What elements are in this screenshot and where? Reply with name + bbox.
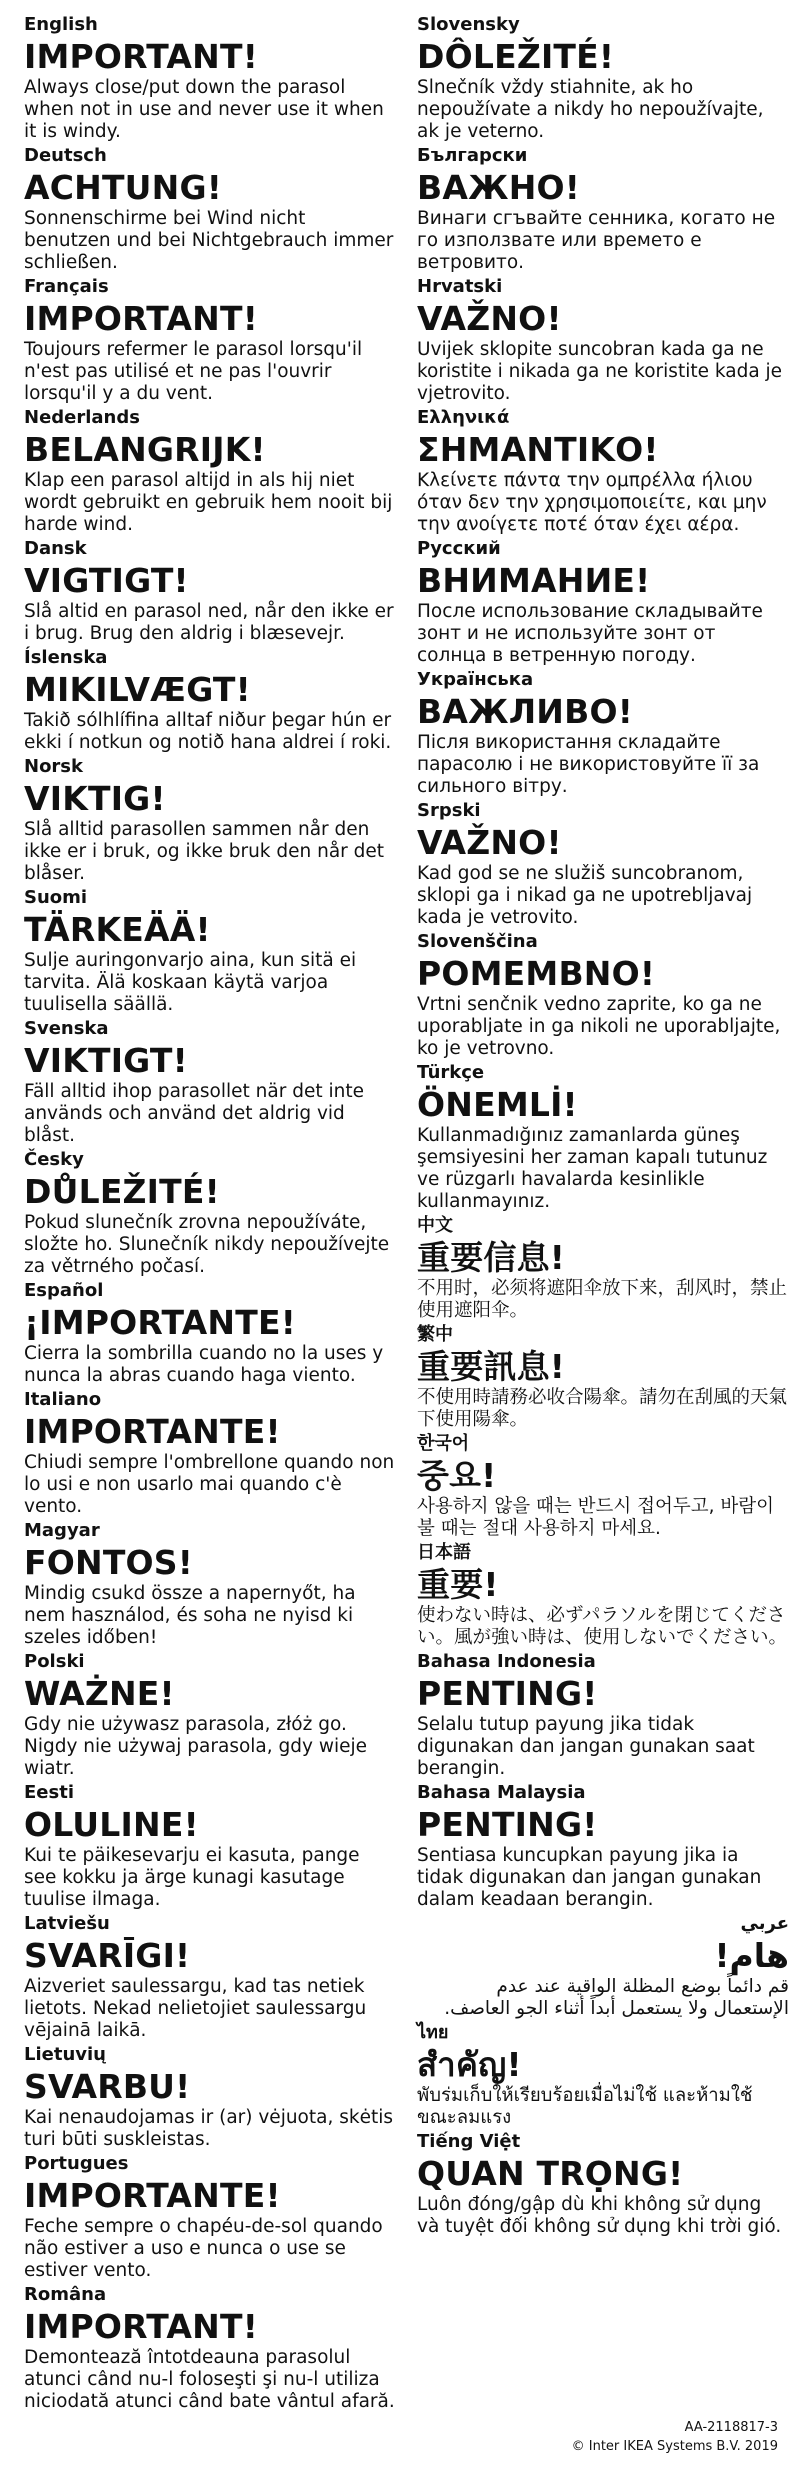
- warning-heading: VAŽNO!: [417, 823, 562, 862]
- language-label: Polski: [24, 1651, 85, 1672]
- language-label: Slovensky: [417, 14, 520, 35]
- language-label: Eesti: [24, 1782, 74, 1803]
- warning-heading: VIKTIG!: [24, 779, 166, 818]
- document-code: AA-2118817-3: [684, 2420, 778, 2435]
- warning-heading: ВАЖЛИВО!: [417, 692, 633, 731]
- warning-entry: [24, 538, 396, 645]
- warning-entry: [24, 1149, 396, 1278]
- warning-heading: VIGTIGT!: [24, 561, 189, 600]
- language-label: English: [24, 14, 98, 35]
- warning-heading: ÖNEMLİ!: [417, 1085, 578, 1124]
- language-label: Svenska: [24, 1018, 109, 1039]
- language-label: 繁中: [417, 1324, 453, 1345]
- warning-text: قم دائماً بوضع المظلة الواقية عند عدم الإستعمال ولا يستعمل أبداً أثناء الجو العاصف.: [444, 1976, 789, 2019]
- warning-entry: [24, 14, 396, 143]
- warning-heading: VIKTIGT!: [24, 1041, 188, 1080]
- language-label: Nederlands: [24, 407, 140, 428]
- warning-heading: สำคัญ!: [417, 2045, 522, 2084]
- language-label: Ελληνικά: [417, 407, 510, 428]
- warning-heading: POMEMBNO!: [417, 954, 656, 993]
- warning-entry: [24, 1018, 396, 1147]
- warning-entry: [417, 1324, 789, 1431]
- warning-entry: [417, 800, 789, 929]
- language-label: Русский: [417, 538, 501, 559]
- language-label: Français: [24, 276, 109, 297]
- language-label: Íslenska: [24, 647, 108, 668]
- warning-text: Always close/put down the parasol when not in use and never use it when it is windy.: [24, 77, 384, 142]
- warning-entry: [24, 145, 396, 274]
- warning-entry: [417, 2131, 789, 2238]
- warning-heading: IMPORTANT!: [24, 2307, 258, 2346]
- warning-text: Feche sempre o chapéu-de-sol quando não estiver a uso e nunca o use se estiver vento.: [24, 2216, 383, 2281]
- warning-heading: ΣΗΜΑΝΤΙΚΟ!: [417, 430, 659, 469]
- language-label: Româna: [24, 2284, 107, 2305]
- warning-text: Sentiasa kuncupkan payung jika ia tidak digunakan dan jangan gunakan dalam keadaan berangin.: [417, 1845, 762, 1910]
- language-label: Suomi: [24, 887, 88, 908]
- language-label: Latviešu: [24, 1913, 110, 1934]
- warning-text: Chiudi sempre l'ombrellone quando non lo usi e non usarlo mai quando c'è vento.: [24, 1452, 395, 1517]
- language-label: Slovenščina: [417, 931, 538, 952]
- language-label: Türkçe: [417, 1062, 485, 1083]
- warning-text: 사용하지 않을 때는 반드시 접어두고, 바람이 불 때는 절대 사용하지 마세요.: [417, 1496, 774, 1539]
- language-label: Українська: [417, 669, 534, 690]
- warning-text: Gdy nie używasz parasola, złóż go. Nigdy nie używaj parasola, gdy wieje wiatr.: [24, 1714, 367, 1779]
- language-label: 中文: [417, 1215, 453, 1236]
- warning-text: Toujours refermer le parasol lorsqu'il n'est pas utilisé et ne pas l'ouvrir lorsqu'il y a du vent.: [24, 339, 363, 404]
- warning-text: Sonnenschirme bei Wind nicht benutzen und bei Nichtgebrauch immer schließen.: [24, 208, 394, 273]
- warning-heading: FONTOS!: [24, 1543, 193, 1582]
- warning-entry: [24, 276, 396, 405]
- warning-entry: [24, 1520, 396, 1649]
- warning-entry: [417, 1651, 789, 1780]
- warning-entry: [24, 1782, 396, 1911]
- warning-text: Pokud slunečník zrovna nepoužíváte, složte ho. Slunečník nikdy nepoužívejte za větrného počasí.: [24, 1212, 390, 1277]
- warning-heading: TÄRKEÄÄ!: [24, 910, 211, 949]
- warning-text: Demontează întotdeauna parasolul atunci când nu-l foloseşti şi nu-l utiliza niciodată atunci când bate vântul afară.: [24, 2347, 395, 2412]
- language-label: عربي: [740, 1913, 789, 1934]
- warning-heading: MIKILVÆGT!: [24, 670, 251, 709]
- warning-entry: [417, 1782, 789, 1911]
- warning-text: Fäll alltid ihop parasollet när det inte används och använd det aldrig vid blåst.: [24, 1081, 364, 1146]
- warning-text: Κλείνετε πάντα την ομπρέλλα ήλιου όταν δεν την χρησιμοποιείτε, και μην την ανοίγετε ποτέ όταν έχει αέρα.: [417, 470, 767, 535]
- language-label: Česky: [24, 1149, 84, 1170]
- language-label: ไทย: [417, 2022, 449, 2043]
- warning-entry: [24, 756, 396, 885]
- warning-entry: [417, 14, 789, 143]
- warning-text: 不用时，必须将遮阳伞放下来，刮风时，禁止使用遮阳伞。: [417, 1278, 788, 1321]
- warning-text: Sulje auringonvarjo aina, kun sitä ei tarvita. Älä koskaan käytä varjoa tuulisella säällä.: [24, 950, 357, 1015]
- warning-entry: [417, 1913, 789, 2020]
- warning-entry: [24, 887, 396, 1016]
- warning-entry: [417, 276, 789, 405]
- warning-heading: PENTING!: [417, 1805, 598, 1844]
- warning-text: Kullanmadığınız zamanlarda güneş şemsiyesini her zaman kapalı tutunuz ve rüzgarlı havalarda kesinlikle kullanmayınız.: [417, 1125, 768, 1212]
- warning-text: 使わない時は、必ずパラソルを閉じてください。風が強い時は、使用しないでください。: [417, 1605, 788, 1648]
- warning-heading: IMPORTANTE!: [24, 2176, 281, 2215]
- warning-entry: [24, 1651, 396, 1780]
- warning-heading: WAŻNE!: [24, 1674, 175, 1713]
- language-label: 日本語: [417, 1542, 471, 1563]
- warning-heading: OLULINE!: [24, 1805, 199, 1844]
- copyright-notice: © Inter IKEA Systems B.V. 2019: [571, 2439, 778, 2454]
- language-label: 한국어: [417, 1433, 470, 1454]
- left-column: [24, 14, 396, 2415]
- warning-heading: ВАЖНО!: [417, 168, 581, 207]
- language-label: Hrvatski: [417, 276, 503, 297]
- warning-heading: SVARBU!: [24, 2067, 191, 2106]
- warning-text: Aizveriet saulessargu, kad tas netiek lietots. Nekad nelietojiet saulessargu vējainā laikā.: [24, 1976, 367, 2041]
- warning-text: Takið sólhlífina alltaf niður þegar hún er ekki í notkun og notið hana aldrei í roki.: [24, 710, 392, 753]
- warning-text: Slnečník vždy stiahnite, ak ho nepoužívate a nikdy ho nepoužívajte, ak je veterno.: [417, 77, 764, 142]
- warning-entry: [417, 1433, 789, 1540]
- warning-entry: [417, 407, 789, 536]
- warning-heading: IMPORTANT!: [24, 37, 258, 76]
- warning-heading: VAŽNO!: [417, 299, 562, 338]
- warning-heading: BELANGRIJK!: [24, 430, 266, 469]
- language-label: Deutsch: [24, 145, 107, 166]
- warning-entry: [417, 2022, 789, 2129]
- warning-text: После использование складывайте зонт и не используйте зонт от солнца в ветренную погоду.: [417, 601, 763, 666]
- warning-entry: [24, 2044, 396, 2151]
- warning-text: Uvijek sklopite suncobran kada ga ne koristite i nikada ga ne koristite kada je vjetrovito.: [417, 339, 783, 404]
- warning-text: Slå alltid parasollen sammen når den ikke er i bruk, og ikke bruk den når det blåser.: [24, 819, 385, 884]
- warning-text: Klap een parasol altijd in als hij niet wordt gebruikt en gebruik hem nooit bij harde wind.: [24, 470, 393, 535]
- warning-heading: 重要信息!: [417, 1238, 566, 1277]
- language-label: Tiếng Việt: [417, 2131, 521, 2152]
- language-label: Español: [24, 1280, 104, 1301]
- warning-entry: [417, 1062, 789, 1213]
- warning-heading: 중요!: [417, 1456, 497, 1495]
- warning-entry: [417, 538, 789, 667]
- warning-heading: ¡IMPORTANTE!: [24, 1303, 296, 1342]
- language-label: Srpski: [417, 800, 481, 821]
- warning-text: Після використання складайте парасолю і не використовуйте її за сильного вітру.: [417, 732, 760, 797]
- warning-text: Slå altid en parasol ned, når den ikke er i brug. Brug den aldrig i blæsevejr.: [24, 601, 394, 644]
- right-column: [417, 14, 789, 2240]
- language-label: Norsk: [24, 756, 83, 777]
- warning-entry: [24, 1913, 396, 2042]
- warning-entry: [417, 669, 789, 798]
- warning-heading: ВНИМАНИЕ!: [417, 561, 651, 600]
- language-label: Portugues: [24, 2153, 129, 2174]
- warning-text: Kui te päikesevarju ei kasuta, pange see kokku ja ärge kunagi kasutage tuulise ilmaga.: [24, 1845, 360, 1910]
- warning-text: Винаги сгъвайте сенника, когато не го използвате или времето е ветровито.: [417, 208, 776, 273]
- warning-text: Luôn đóng/gập dù khi không sử dụng và tuyệt đối không sử dụng khi trời gió.: [417, 2194, 782, 2237]
- warning-entry: [24, 407, 396, 536]
- warning-heading: IMPORTANTE!: [24, 1412, 281, 1451]
- warning-entry: [417, 145, 789, 274]
- warning-text: Vrtni senčnik vedno zaprite, ko ga ne uporabljate in ga nikoli ne uporabljajte, ko je vetrovno.: [417, 994, 781, 1059]
- warning-entry: [24, 1389, 396, 1518]
- warning-heading: QUAN TRỌNG!: [417, 2154, 684, 2193]
- warning-heading: DÔLEŽITÉ!: [417, 37, 615, 76]
- warning-text: 不使用時請務必收合陽傘。請勿在刮風的天氣下使用陽傘。: [417, 1387, 788, 1430]
- language-label: Dansk: [24, 538, 87, 559]
- language-label: Bahasa Indonesia: [417, 1651, 596, 1672]
- warning-entry: [24, 2153, 396, 2282]
- warning-entry: [417, 1542, 789, 1649]
- warning-text: Cierra la sombrilla cuando no la uses y nunca la abras cuando haga viento.: [24, 1343, 384, 1386]
- warning-heading: PENTING!: [417, 1674, 598, 1713]
- warning-heading: ACHTUNG!: [24, 168, 223, 207]
- warning-text: พับร่มเก็บให้เรียบร้อยเมื่อไม่ใช้ และห้ามใช้ขณะลมแรง: [417, 2085, 753, 2128]
- warning-heading: SVARĪGI!: [24, 1936, 191, 1975]
- language-label: Italiano: [24, 1389, 102, 1410]
- language-label: Bahasa Malaysia: [417, 1782, 586, 1803]
- warning-heading: 重要!: [417, 1565, 499, 1604]
- warning-entry: [417, 1215, 789, 1322]
- warning-entry: [24, 2284, 396, 2413]
- warning-entry: [24, 647, 396, 754]
- footer: [572, 2418, 778, 2456]
- warning-entry: [24, 1280, 396, 1387]
- warning-heading: DŮLEŽITÉ!: [24, 1172, 220, 1211]
- warning-text: Selalu tutup payung jika tidak digunakan dan jangan gunakan saat berangin.: [417, 1714, 755, 1779]
- warning-text: Kai nenaudojamas ir (ar) vėjuota, skėtis turi būti suskleistas.: [24, 2107, 393, 2150]
- language-label: Български: [417, 145, 528, 166]
- warning-entry: [417, 931, 789, 1060]
- warning-text: Mindig csukd össze a napernyőt, ha nem használod, és soha ne nyisd ki szeles időben!: [24, 1583, 356, 1648]
- warning-heading: IMPORTANT!: [24, 299, 258, 338]
- language-label: Lietuvių: [24, 2044, 106, 2065]
- warning-text: Kad god se ne služiš suncobranom, sklopi ga i nikad ga ne upotrebljavaj kada je vetrovito.: [417, 863, 753, 928]
- warning-heading: 重要訊息!: [417, 1347, 566, 1386]
- language-label: Magyar: [24, 1520, 100, 1541]
- warning-heading: هام!: [714, 1936, 789, 1975]
